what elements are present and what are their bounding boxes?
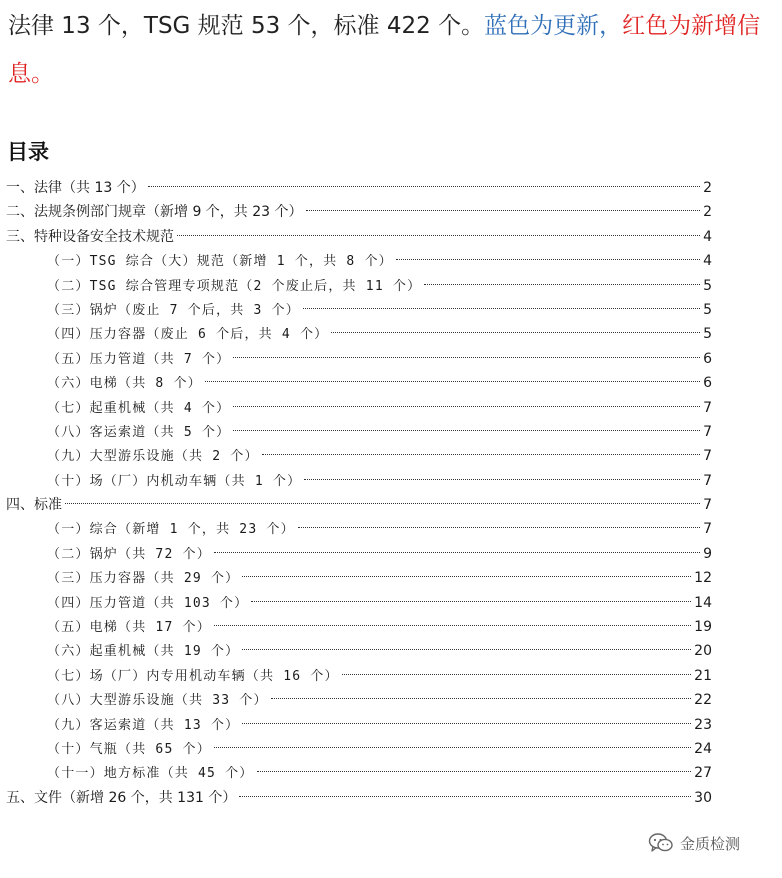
toc-leader-dots	[257, 771, 692, 772]
toc-entry[interactable]	[6, 371, 712, 395]
toc-entry[interactable]	[6, 493, 712, 517]
toc-entry-title: （三）锅炉（废止 7 个后，共 3 个）	[47, 302, 300, 318]
toc-entry-title: （十一）地方标准（共 45 个）	[47, 766, 254, 782]
toc-entry-title: （一）综合（新增 1 个，共 23 个）	[47, 522, 295, 538]
toc-page-number: 5	[703, 301, 712, 318]
toc-leader-dots	[233, 357, 700, 358]
toc-entry-title: （一）TSG 综合（大）规范（新增 1 个，共 8 个）	[47, 254, 393, 270]
toc-entry[interactable]	[6, 444, 712, 468]
toc-page-number: 22	[694, 692, 712, 709]
toc-page-number: 7	[703, 423, 712, 440]
toc-entry-title: 一、法律（共 13 个）	[6, 180, 145, 196]
intro-segment-blue: 蓝色为更新，	[484, 13, 623, 39]
toc-entry[interactable]	[6, 517, 712, 541]
toc-page-number: 4	[703, 253, 712, 270]
toc-page-number: 7	[703, 497, 712, 514]
toc-page-number: 6	[703, 375, 712, 392]
intro-segment-black: 法律 13 个，TSG 规范 53 个，标准 422 个。	[8, 13, 485, 39]
wechat-icon	[648, 832, 674, 854]
toc-leader-dots	[271, 698, 691, 699]
toc-entry[interactable]	[6, 298, 712, 322]
toc-leader-dots	[214, 747, 691, 748]
toc-leader-dots	[304, 479, 700, 480]
toc-entry[interactable]	[6, 615, 712, 639]
toc-entry[interactable]	[6, 542, 712, 566]
toc-entry-title: （六）起重机械（共 19 个）	[47, 644, 240, 660]
toc-entry-title: （八）客运索道（共 5 个）	[47, 424, 231, 440]
watermark	[648, 832, 740, 854]
toc-page-number: 12	[694, 570, 712, 587]
toc-entry-title: 五、文件（新增 26 个，共 131 个）	[6, 789, 237, 806]
toc-entry[interactable]	[6, 396, 712, 420]
toc-page-number: 2	[703, 180, 712, 196]
toc-entry-title: （九）客运索道（共 13 个）	[47, 717, 240, 733]
toc-entry[interactable]	[6, 591, 712, 615]
toc-page-number: 7	[703, 521, 712, 538]
toc-entry-title: （十）场（厂）内机动车辆（共 1 个）	[47, 473, 302, 489]
toc-entry-title: （七）起重机械（共 4 个）	[47, 400, 231, 416]
toc-entry[interactable]	[6, 347, 712, 371]
toc-entry-title: （八）大型游乐设施（共 33 个）	[47, 693, 268, 709]
toc-entry-title: （五）压力管道（共 7 个）	[47, 351, 231, 367]
toc-entry[interactable]	[6, 420, 712, 444]
toc-leader-dots	[214, 625, 691, 626]
toc-leader-dots	[242, 649, 691, 650]
toc-entry-title: （二）锅炉（共 72 个）	[47, 546, 211, 562]
toc-leader-dots	[342, 674, 691, 675]
toc-page-number: 27	[694, 765, 712, 782]
table-of-contents	[6, 176, 712, 810]
toc-entry[interactable]	[6, 639, 712, 663]
toc-leader-dots	[298, 527, 700, 528]
toc-entry[interactable]	[6, 737, 712, 761]
toc-leader-dots	[242, 576, 691, 577]
toc-page-number: 23	[694, 716, 712, 733]
toc-page-number: 6	[703, 350, 712, 367]
toc-page-number: 19	[694, 619, 712, 636]
toc-entry[interactable]	[6, 713, 712, 737]
intro-paragraph	[8, 2, 778, 98]
toc-title: 目录	[7, 140, 49, 164]
toc-leader-dots	[424, 284, 700, 285]
toc-page-number: 24	[694, 740, 712, 757]
intro-segment-red: 红色为新增信息。	[8, 13, 761, 87]
toc-entry[interactable]	[6, 274, 712, 298]
toc-leader-dots	[233, 406, 700, 407]
toc-leader-dots	[242, 723, 691, 724]
toc-entry[interactable]	[6, 322, 712, 346]
toc-page-number: 7	[703, 399, 712, 416]
toc-entry-title: （三）压力容器（共 29 个）	[47, 571, 240, 587]
toc-leader-dots	[65, 503, 700, 504]
toc-leader-dots	[396, 259, 700, 260]
toc-page-number: 9	[703, 545, 712, 562]
toc-leader-dots	[148, 186, 700, 187]
toc-page-number: 4	[703, 228, 712, 245]
toc-entry-title: （六）电梯（共 8 个）	[47, 376, 202, 392]
toc-entry[interactable]	[6, 200, 712, 224]
toc-page-number: 14	[694, 594, 712, 611]
toc-entry[interactable]	[6, 688, 712, 712]
toc-page-number: 7	[703, 448, 712, 465]
toc-leader-dots	[331, 332, 700, 333]
toc-entry-title: （九）大型游乐设施（共 2 个）	[47, 449, 259, 465]
toc-leader-dots	[262, 454, 700, 455]
toc-entry-title: （十）气瓶（共 65 个）	[47, 741, 211, 757]
toc-entry[interactable]	[6, 664, 712, 688]
toc-entry-title: 三、特种设备安全技术规范	[6, 228, 174, 245]
toc-entry[interactable]	[6, 176, 712, 200]
toc-page-number: 21	[694, 667, 712, 684]
toc-entry-title: 二、法规条例部门规章（新增 9 个，共 23 个）	[6, 204, 303, 221]
toc-page-number: 5	[703, 326, 712, 343]
toc-entry[interactable]	[6, 225, 712, 249]
toc-page-number: 2	[703, 204, 712, 221]
toc-page-number: 30	[694, 789, 712, 806]
toc-page-number: 5	[703, 277, 712, 294]
watermark-text: 金质检测	[680, 834, 741, 853]
toc-page-number: 20	[694, 643, 712, 660]
toc-page-number: 7	[703, 472, 712, 489]
toc-entry[interactable]	[6, 786, 712, 810]
toc-entry[interactable]	[6, 566, 712, 590]
toc-entry-title: 四、标准	[6, 497, 62, 514]
toc-leader-dots	[239, 796, 691, 797]
toc-leader-dots	[214, 552, 700, 553]
toc-leader-dots	[205, 381, 700, 382]
toc-entry-title: （四）压力容器（废止 6 个后，共 4 个）	[47, 327, 329, 343]
toc-entry-title: （四）压力管道（共 103 个）	[47, 595, 249, 611]
toc-leader-dots	[303, 308, 700, 309]
toc-entry-title: （七）场（厂）内专用机动车辆（共 16 个）	[47, 668, 339, 684]
toc-leader-dots	[251, 601, 691, 602]
toc-leader-dots	[233, 430, 700, 431]
toc-leader-dots	[177, 235, 700, 236]
toc-leader-dots	[306, 210, 701, 211]
toc-entry-title: （五）电梯（共 17 个）	[47, 620, 211, 636]
toc-entry-title: （二）TSG 综合管理专项规范（2 个废止后，共 11 个）	[47, 278, 422, 294]
toc-entry[interactable]	[6, 761, 712, 785]
toc-entry[interactable]	[6, 249, 712, 273]
toc-entry[interactable]	[6, 469, 712, 493]
